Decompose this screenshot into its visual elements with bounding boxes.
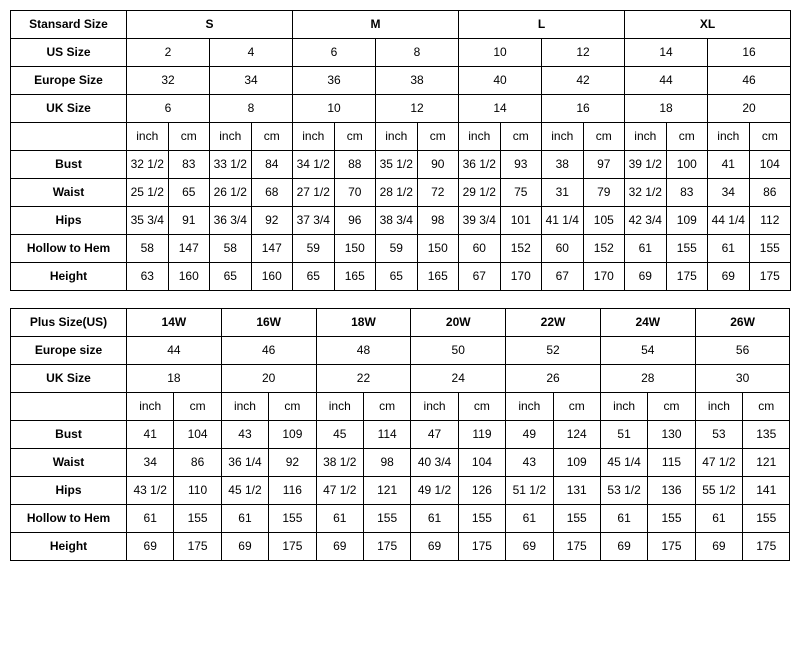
cell: 34 bbox=[210, 67, 293, 95]
cell: 18 bbox=[625, 95, 708, 123]
row-label-waist: Waist bbox=[11, 179, 127, 207]
cell: 8 bbox=[210, 95, 293, 123]
cell: 69 bbox=[625, 263, 667, 291]
cell: 170 bbox=[583, 263, 625, 291]
cell: 14 bbox=[625, 39, 708, 67]
table-row bbox=[11, 263, 791, 291]
cell: 165 bbox=[417, 263, 459, 291]
group-header-18w: 18W bbox=[316, 309, 411, 337]
table-row-group-header bbox=[11, 11, 791, 39]
cell: 53 bbox=[695, 421, 742, 449]
cell: 16 bbox=[542, 95, 625, 123]
row-label-uk-size: UK Size bbox=[11, 365, 127, 393]
unit-cell: cm bbox=[417, 123, 459, 151]
cell: 58 bbox=[127, 235, 169, 263]
cell: 98 bbox=[363, 449, 410, 477]
row-label-hollow-to-hem: Hollow to Hem bbox=[11, 235, 127, 263]
cell: 83 bbox=[168, 151, 210, 179]
cell: 30 bbox=[695, 365, 790, 393]
cell: 14 bbox=[459, 95, 542, 123]
group-header-24w: 24W bbox=[600, 309, 695, 337]
cell: 39 1/2 bbox=[625, 151, 667, 179]
unit-cell: cm bbox=[458, 393, 505, 421]
cell: 41 bbox=[708, 151, 750, 179]
cell: 86 bbox=[749, 179, 791, 207]
cell: 147 bbox=[251, 235, 293, 263]
cell: 175 bbox=[648, 533, 695, 561]
cell: 48 bbox=[316, 337, 411, 365]
cell: 54 bbox=[600, 337, 695, 365]
table-row bbox=[11, 179, 791, 207]
unit-cell: inch bbox=[376, 123, 418, 151]
unit-cell: inch bbox=[625, 123, 667, 151]
cell: 56 bbox=[695, 337, 790, 365]
cell: 61 bbox=[411, 505, 458, 533]
cell: 61 bbox=[506, 505, 553, 533]
group-header-20w: 20W bbox=[411, 309, 506, 337]
cell: 86 bbox=[174, 449, 221, 477]
row-label-europe-size: Europe size bbox=[11, 337, 127, 365]
cell: 61 bbox=[600, 505, 647, 533]
cell: 45 1/2 bbox=[221, 477, 268, 505]
row-label-hips: Hips bbox=[11, 477, 127, 505]
unit-cell: cm bbox=[334, 123, 376, 151]
table-row bbox=[11, 505, 790, 533]
unit-row-empty-label bbox=[11, 393, 127, 421]
cell: 155 bbox=[749, 235, 791, 263]
cell: 69 bbox=[411, 533, 458, 561]
cell: 109 bbox=[269, 421, 316, 449]
cell: 155 bbox=[743, 505, 790, 533]
cell: 84 bbox=[251, 151, 293, 179]
cell: 36 bbox=[293, 67, 376, 95]
cell: 91 bbox=[168, 207, 210, 235]
cell: 61 bbox=[695, 505, 742, 533]
cell: 69 bbox=[316, 533, 363, 561]
table-gap-divider bbox=[10, 291, 790, 308]
row-label-europe-size: Europe Size bbox=[11, 67, 127, 95]
cell: 18 bbox=[127, 365, 222, 393]
unit-cell: cm bbox=[583, 123, 625, 151]
unit-cell: inch bbox=[459, 123, 501, 151]
cell: 34 bbox=[127, 449, 174, 477]
cell: 90 bbox=[417, 151, 459, 179]
unit-cell: cm bbox=[500, 123, 542, 151]
cell: 175 bbox=[269, 533, 316, 561]
plus-corner-label: Plus Size(US) bbox=[11, 309, 127, 337]
cell: 61 bbox=[127, 505, 174, 533]
cell: 155 bbox=[553, 505, 600, 533]
unit-cell: inch bbox=[695, 393, 742, 421]
cell: 65 bbox=[376, 263, 418, 291]
cell: 32 1/2 bbox=[625, 179, 667, 207]
cell: 65 bbox=[210, 263, 252, 291]
unit-cell: inch bbox=[506, 393, 553, 421]
cell: 22 bbox=[316, 365, 411, 393]
cell: 92 bbox=[269, 449, 316, 477]
cell: 136 bbox=[648, 477, 695, 505]
cell: 6 bbox=[293, 39, 376, 67]
cell: 38 3/4 bbox=[376, 207, 418, 235]
cell: 150 bbox=[334, 235, 376, 263]
table-row-units bbox=[11, 123, 791, 151]
cell: 46 bbox=[221, 337, 316, 365]
cell: 69 bbox=[695, 533, 742, 561]
cell: 16 bbox=[708, 39, 791, 67]
cell: 35 3/4 bbox=[127, 207, 169, 235]
cell: 10 bbox=[459, 39, 542, 67]
unit-cell: inch bbox=[221, 393, 268, 421]
cell: 2 bbox=[127, 39, 210, 67]
group-header-26w: 26W bbox=[695, 309, 790, 337]
cell: 6 bbox=[127, 95, 210, 123]
row-label-us-size: US Size bbox=[11, 39, 127, 67]
cell: 58 bbox=[210, 235, 252, 263]
cell: 69 bbox=[127, 533, 174, 561]
cell: 44 bbox=[127, 337, 222, 365]
cell: 155 bbox=[363, 505, 410, 533]
cell: 105 bbox=[583, 207, 625, 235]
cell: 44 bbox=[625, 67, 708, 95]
cell: 37 3/4 bbox=[293, 207, 335, 235]
plus-size-table bbox=[10, 308, 790, 561]
cell: 160 bbox=[168, 263, 210, 291]
cell: 88 bbox=[334, 151, 376, 179]
cell: 131 bbox=[553, 477, 600, 505]
cell: 26 bbox=[506, 365, 601, 393]
row-label-uk-size: UK Size bbox=[11, 95, 127, 123]
cell: 93 bbox=[500, 151, 542, 179]
row-label-hips: Hips bbox=[11, 207, 127, 235]
cell: 41 bbox=[127, 421, 174, 449]
cell: 147 bbox=[168, 235, 210, 263]
cell: 33 1/2 bbox=[210, 151, 252, 179]
cell: 47 1/2 bbox=[695, 449, 742, 477]
row-label-height: Height bbox=[11, 533, 127, 561]
cell: 26 1/2 bbox=[210, 179, 252, 207]
cell: 61 bbox=[221, 505, 268, 533]
cell: 12 bbox=[542, 39, 625, 67]
table-row bbox=[11, 449, 790, 477]
cell: 152 bbox=[500, 235, 542, 263]
cell: 175 bbox=[743, 533, 790, 561]
cell: 121 bbox=[363, 477, 410, 505]
unit-cell: cm bbox=[743, 393, 790, 421]
cell: 34 1/2 bbox=[293, 151, 335, 179]
cell: 61 bbox=[625, 235, 667, 263]
cell: 34 bbox=[708, 179, 750, 207]
cell: 51 1/2 bbox=[506, 477, 553, 505]
unit-cell: cm bbox=[666, 123, 708, 151]
cell: 45 bbox=[316, 421, 363, 449]
cell: 32 1/2 bbox=[127, 151, 169, 179]
cell: 49 bbox=[506, 421, 553, 449]
cell: 28 bbox=[600, 365, 695, 393]
unit-cell: inch bbox=[127, 393, 174, 421]
cell: 112 bbox=[749, 207, 791, 235]
cell: 155 bbox=[666, 235, 708, 263]
cell: 175 bbox=[553, 533, 600, 561]
cell: 69 bbox=[221, 533, 268, 561]
cell: 60 bbox=[459, 235, 501, 263]
group-header-14w: 14W bbox=[127, 309, 222, 337]
unit-cell: cm bbox=[648, 393, 695, 421]
cell: 116 bbox=[269, 477, 316, 505]
cell: 38 bbox=[376, 67, 459, 95]
cell: 24 bbox=[411, 365, 506, 393]
cell: 175 bbox=[749, 263, 791, 291]
cell: 155 bbox=[174, 505, 221, 533]
table-row bbox=[11, 477, 790, 505]
cell: 31 bbox=[542, 179, 584, 207]
cell: 175 bbox=[174, 533, 221, 561]
cell: 41 1/4 bbox=[542, 207, 584, 235]
cell: 42 3/4 bbox=[625, 207, 667, 235]
unit-cell: cm bbox=[168, 123, 210, 151]
cell: 36 1/2 bbox=[459, 151, 501, 179]
cell: 39 3/4 bbox=[459, 207, 501, 235]
cell: 124 bbox=[553, 421, 600, 449]
cell: 175 bbox=[666, 263, 708, 291]
cell: 44 1/4 bbox=[708, 207, 750, 235]
unit-cell: cm bbox=[749, 123, 791, 151]
cell: 28 1/2 bbox=[376, 179, 418, 207]
table-row-group-header bbox=[11, 309, 790, 337]
cell: 67 bbox=[459, 263, 501, 291]
cell: 51 bbox=[600, 421, 647, 449]
table-row bbox=[11, 151, 791, 179]
cell: 63 bbox=[127, 263, 169, 291]
cell: 42 bbox=[542, 67, 625, 95]
cell: 20 bbox=[221, 365, 316, 393]
cell: 43 1/2 bbox=[127, 477, 174, 505]
cell: 79 bbox=[583, 179, 625, 207]
cell: 69 bbox=[600, 533, 647, 561]
cell: 36 1/4 bbox=[221, 449, 268, 477]
cell: 165 bbox=[334, 263, 376, 291]
cell: 25 1/2 bbox=[127, 179, 169, 207]
group-header-22w: 22W bbox=[506, 309, 601, 337]
standard-corner-label: Stansard Size bbox=[11, 11, 127, 39]
cell: 43 bbox=[506, 449, 553, 477]
cell: 104 bbox=[174, 421, 221, 449]
unit-cell: cm bbox=[363, 393, 410, 421]
cell: 96 bbox=[334, 207, 376, 235]
cell: 53 1/2 bbox=[600, 477, 647, 505]
cell: 47 bbox=[411, 421, 458, 449]
cell: 68 bbox=[251, 179, 293, 207]
cell: 135 bbox=[743, 421, 790, 449]
cell: 47 1/2 bbox=[316, 477, 363, 505]
cell: 69 bbox=[708, 263, 750, 291]
cell: 38 1/2 bbox=[316, 449, 363, 477]
cell: 110 bbox=[174, 477, 221, 505]
cell: 61 bbox=[316, 505, 363, 533]
cell: 155 bbox=[269, 505, 316, 533]
cell: 69 bbox=[506, 533, 553, 561]
cell: 27 1/2 bbox=[293, 179, 335, 207]
cell: 92 bbox=[251, 207, 293, 235]
unit-cell: inch bbox=[708, 123, 750, 151]
table-row bbox=[11, 365, 790, 393]
cell: 130 bbox=[648, 421, 695, 449]
cell: 160 bbox=[251, 263, 293, 291]
cell: 40 bbox=[459, 67, 542, 95]
cell: 60 bbox=[542, 235, 584, 263]
unit-cell: cm bbox=[553, 393, 600, 421]
unit-cell: cm bbox=[251, 123, 293, 151]
group-header-xl: XL bbox=[625, 11, 791, 39]
cell: 67 bbox=[542, 263, 584, 291]
table-row bbox=[11, 235, 791, 263]
cell: 75 bbox=[500, 179, 542, 207]
cell: 10 bbox=[293, 95, 376, 123]
cell: 8 bbox=[376, 39, 459, 67]
unit-cell: cm bbox=[174, 393, 221, 421]
cell: 59 bbox=[376, 235, 418, 263]
table-row bbox=[11, 67, 791, 95]
cell: 43 bbox=[221, 421, 268, 449]
table-row bbox=[11, 421, 790, 449]
cell: 59 bbox=[293, 235, 335, 263]
cell: 115 bbox=[648, 449, 695, 477]
unit-cell: inch bbox=[316, 393, 363, 421]
cell: 65 bbox=[293, 263, 335, 291]
cell: 109 bbox=[666, 207, 708, 235]
cell: 61 bbox=[708, 235, 750, 263]
cell: 175 bbox=[458, 533, 505, 561]
group-header-s: S bbox=[127, 11, 293, 39]
cell: 70 bbox=[334, 179, 376, 207]
standard-size-table bbox=[10, 10, 791, 291]
group-header-m: M bbox=[293, 11, 459, 39]
cell: 104 bbox=[749, 151, 791, 179]
table-row bbox=[11, 95, 791, 123]
cell: 83 bbox=[666, 179, 708, 207]
cell: 50 bbox=[411, 337, 506, 365]
cell: 45 1/4 bbox=[600, 449, 647, 477]
cell: 38 bbox=[542, 151, 584, 179]
cell: 4 bbox=[210, 39, 293, 67]
cell: 141 bbox=[743, 477, 790, 505]
cell: 109 bbox=[553, 449, 600, 477]
cell: 119 bbox=[458, 421, 505, 449]
cell: 100 bbox=[666, 151, 708, 179]
cell: 29 1/2 bbox=[459, 179, 501, 207]
table-row-units bbox=[11, 393, 790, 421]
cell: 12 bbox=[376, 95, 459, 123]
cell: 46 bbox=[708, 67, 791, 95]
cell: 52 bbox=[506, 337, 601, 365]
unit-row-empty-label bbox=[11, 123, 127, 151]
unit-cell: inch bbox=[127, 123, 169, 151]
table-row bbox=[11, 337, 790, 365]
cell: 104 bbox=[458, 449, 505, 477]
table-row bbox=[11, 533, 790, 561]
unit-cell: cm bbox=[269, 393, 316, 421]
cell: 114 bbox=[363, 421, 410, 449]
cell: 40 3/4 bbox=[411, 449, 458, 477]
cell: 20 bbox=[708, 95, 791, 123]
group-header-l: L bbox=[459, 11, 625, 39]
table-row bbox=[11, 207, 791, 235]
row-label-height: Height bbox=[11, 263, 127, 291]
cell: 32 bbox=[127, 67, 210, 95]
row-label-bust: Bust bbox=[11, 151, 127, 179]
cell: 155 bbox=[648, 505, 695, 533]
unit-cell: inch bbox=[210, 123, 252, 151]
cell: 55 1/2 bbox=[695, 477, 742, 505]
cell: 152 bbox=[583, 235, 625, 263]
row-label-hollow-to-hem: Hollow to Hem bbox=[11, 505, 127, 533]
cell: 65 bbox=[168, 179, 210, 207]
cell: 121 bbox=[743, 449, 790, 477]
cell: 35 1/2 bbox=[376, 151, 418, 179]
unit-cell: inch bbox=[293, 123, 335, 151]
cell: 175 bbox=[363, 533, 410, 561]
unit-cell: inch bbox=[600, 393, 647, 421]
group-header-16w: 16W bbox=[221, 309, 316, 337]
unit-cell: inch bbox=[542, 123, 584, 151]
cell: 155 bbox=[458, 505, 505, 533]
unit-cell: inch bbox=[411, 393, 458, 421]
cell: 170 bbox=[500, 263, 542, 291]
cell: 97 bbox=[583, 151, 625, 179]
cell: 36 3/4 bbox=[210, 207, 252, 235]
row-label-waist: Waist bbox=[11, 449, 127, 477]
cell: 150 bbox=[417, 235, 459, 263]
row-label-bust: Bust bbox=[11, 421, 127, 449]
cell: 126 bbox=[458, 477, 505, 505]
cell: 49 1/2 bbox=[411, 477, 458, 505]
cell: 98 bbox=[417, 207, 459, 235]
cell: 72 bbox=[417, 179, 459, 207]
table-row bbox=[11, 39, 791, 67]
cell: 101 bbox=[500, 207, 542, 235]
